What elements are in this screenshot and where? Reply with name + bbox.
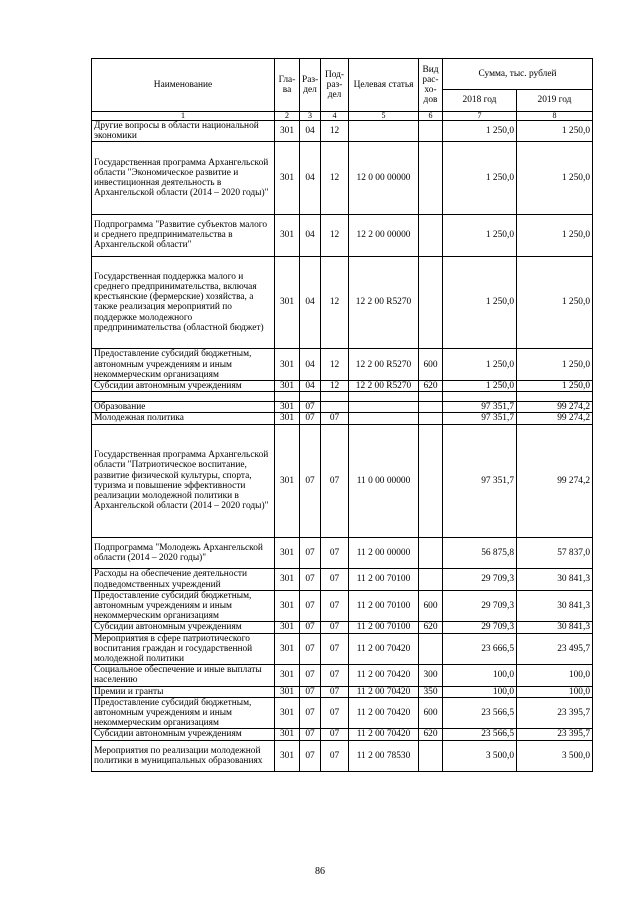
row-celevaya: 11 2 00 00000: [349, 537, 419, 569]
table-header: [92, 59, 593, 121]
page-number: 86: [315, 866, 325, 877]
row-vid: 350: [419, 686, 443, 697]
header-2019: 2019 год: [517, 90, 593, 112]
row-name: Государственная программа Архангельской области "Патриотическое воспитание, развитие физической культуры, спорта, туризма и повышение эффективности реализации молодежной политики в Архангельской области (2014 – 2020 годы)": [92, 424, 275, 537]
row-vid: 620: [419, 729, 443, 740]
row-razdel: 07: [300, 740, 321, 772]
row-name: Государственная программа Архангельской области "Экономическое развитие и инвестиционная деятельность в Архангельской области (2014 – 2020 годы)": [92, 142, 275, 214]
row-celevaya: 11 2 00 70100: [349, 590, 419, 622]
row-sum-2019: 1 250,0: [517, 142, 593, 214]
row-vid: [419, 569, 443, 590]
table-row: [92, 402, 593, 413]
row-razdel: 07: [300, 590, 321, 622]
row-sum-2019: 3 500,0: [517, 740, 593, 772]
row-name: Мероприятия в сфере патриотического воспитания граждан и государственной молодежной политики: [92, 633, 275, 665]
header-celevaya: Целевая статья: [349, 59, 419, 112]
row-razdel: 04: [300, 121, 321, 142]
row-name: Государственная поддержка малого и среднего предпринимательства, включая крестьянские (фермерские) хозяйства, а также реализация мероприятий по поддержке молодежного предпринимательства (областной бюджет): [92, 256, 275, 349]
row-podrazdel: 12: [321, 381, 349, 392]
row-vid: [419, 402, 443, 413]
row-name: Другие вопросы в области национальной экономики: [92, 121, 275, 142]
row-name: Субсидии автономным учреждениям: [92, 381, 275, 392]
row-glava: 301: [275, 256, 300, 349]
row-podrazdel: 07: [321, 729, 349, 740]
row-podrazdel: 12: [321, 142, 349, 214]
row-sum-2018: 1 250,0: [443, 256, 517, 349]
row-name: Субсидии автономным учреждениям: [92, 622, 275, 633]
row-sum-2018: 97 351,7: [443, 402, 517, 413]
header-glava: Гла-ва: [275, 59, 300, 112]
row-razdel: 04: [300, 214, 321, 256]
row-razdel: 04: [300, 142, 321, 214]
row-razdel: 04: [300, 349, 321, 381]
table-row: [92, 121, 593, 142]
row-sum-2019: 99 274,2: [517, 424, 593, 537]
row-vid: [419, 256, 443, 349]
row-sum-2019: 1 250,0: [517, 256, 593, 349]
row-razdel: 07: [300, 537, 321, 569]
row-sum-2019: 23 395,7: [517, 697, 593, 729]
table-row: [92, 729, 593, 740]
row-podrazdel: 07: [321, 569, 349, 590]
spacer-cell: [443, 392, 517, 402]
row-razdel: 07: [300, 402, 321, 413]
row-glava: 301: [275, 729, 300, 740]
col-number: 4: [321, 112, 349, 121]
header-name: Наименование: [92, 59, 275, 112]
row-sum-2019: 99 274,2: [517, 413, 593, 424]
row-name: Расходы на обеспечение деятельности подведомственных учреждений: [92, 569, 275, 590]
row-razdel: 07: [300, 622, 321, 633]
row-glava: 301: [275, 686, 300, 697]
row-glava: 301: [275, 569, 300, 590]
row-celevaya: 11 2 00 70100: [349, 569, 419, 590]
row-glava: 301: [275, 424, 300, 537]
row-sum-2018: 29 709,3: [443, 590, 517, 622]
spacer-cell: [321, 392, 349, 402]
header-2018: 2018 год: [443, 90, 517, 112]
row-celevaya: 11 2 00 70420: [349, 686, 419, 697]
row-glava: 301: [275, 413, 300, 424]
spacer-cell: [349, 392, 419, 402]
row-glava: 301: [275, 142, 300, 214]
row-vid: 620: [419, 381, 443, 392]
row-sum-2018: 29 709,3: [443, 622, 517, 633]
spacer-cell: [92, 392, 275, 402]
row-glava: 301: [275, 633, 300, 665]
row-sum-2019: 30 841,3: [517, 622, 593, 633]
row-name: Молодежная политика: [92, 413, 275, 424]
spacer-cell: [275, 392, 300, 402]
row-name: Предоставление субсидий бюджетным, автономным учреждениям и иным некоммерческим организациям: [92, 590, 275, 622]
header-vid: Вид рас-хо-дов: [419, 59, 443, 112]
col-number: 7: [443, 112, 517, 121]
col-number: 1: [92, 112, 275, 121]
row-celevaya: 11 2 00 70420: [349, 729, 419, 740]
table-row: [92, 424, 593, 537]
table-row: [92, 686, 593, 697]
row-glava: 301: [275, 402, 300, 413]
row-vid: [419, 633, 443, 665]
row-sum-2018: 1 250,0: [443, 142, 517, 214]
row-razdel: 07: [300, 729, 321, 740]
row-name: Субсидии автономным учреждениям: [92, 729, 275, 740]
row-celevaya: 12 2 00 00000: [349, 214, 419, 256]
row-sum-2019: 57 837,0: [517, 537, 593, 569]
row-podrazdel: 12: [321, 349, 349, 381]
row-podrazdel: 07: [321, 622, 349, 633]
row-glava: 301: [275, 537, 300, 569]
row-glava: 301: [275, 121, 300, 142]
row-celevaya: [349, 402, 419, 413]
row-sum-2019: 100,0: [517, 686, 593, 697]
row-podrazdel: [321, 402, 349, 413]
row-celevaya: 12 0 00 00000: [349, 142, 419, 214]
spacer-cell: [517, 392, 593, 402]
row-glava: 301: [275, 381, 300, 392]
row-razdel: 07: [300, 665, 321, 686]
col-number: 3: [300, 112, 321, 121]
table-row: [92, 633, 593, 665]
spacer-cell: [300, 392, 321, 402]
row-name: Образование: [92, 402, 275, 413]
row-name: Предоставление субсидий бюджетным, автономным учреждениям и иным некоммерческим организациям: [92, 697, 275, 729]
row-glava: 301: [275, 665, 300, 686]
row-sum-2018: 3 500,0: [443, 740, 517, 772]
row-vid: [419, 121, 443, 142]
row-glava: 301: [275, 740, 300, 772]
row-vid: 600: [419, 349, 443, 381]
row-vid: 620: [419, 622, 443, 633]
row-podrazdel: 12: [321, 256, 349, 349]
row-razdel: 07: [300, 686, 321, 697]
row-celevaya: 11 2 00 78530: [349, 740, 419, 772]
row-razdel: 07: [300, 413, 321, 424]
row-celevaya: 11 2 00 70420: [349, 697, 419, 729]
table-row: [92, 381, 593, 392]
row-sum-2018: 1 250,0: [443, 121, 517, 142]
row-razdel: 07: [300, 697, 321, 729]
column-numbers-row: [92, 112, 593, 121]
row-glava: 301: [275, 697, 300, 729]
table-row: [92, 214, 593, 256]
row-vid: [419, 424, 443, 537]
row-sum-2019: 99 274,2: [517, 402, 593, 413]
header-razdel: Раз-дел: [300, 59, 321, 112]
row-name: Социальное обеспечение и иные выплаты населению: [92, 665, 275, 686]
row-podrazdel: 07: [321, 424, 349, 537]
table-row: [92, 740, 593, 772]
table-row: [92, 569, 593, 590]
row-podrazdel: 12: [321, 214, 349, 256]
row-sum-2019: 30 841,3: [517, 590, 593, 622]
row-sum-2019: 100,0: [517, 665, 593, 686]
row-vid: 300: [419, 665, 443, 686]
table-row: [92, 665, 593, 686]
row-podrazdel: 12: [321, 121, 349, 142]
budget-table: [91, 58, 593, 772]
row-sum-2018: 97 351,7: [443, 424, 517, 537]
row-vid: 600: [419, 697, 443, 729]
row-vid: [419, 413, 443, 424]
row-sum-2018: 1 250,0: [443, 381, 517, 392]
table-row: [92, 590, 593, 622]
row-podrazdel: 07: [321, 697, 349, 729]
table-row: [92, 537, 593, 569]
row-vid: [419, 740, 443, 772]
table-row: [92, 413, 593, 424]
table-body: [92, 121, 593, 772]
spacer-cell: [419, 392, 443, 402]
row-sum-2019: 23 395,7: [517, 729, 593, 740]
row-podrazdel: 07: [321, 665, 349, 686]
row-razdel: 04: [300, 381, 321, 392]
row-name: Подпрограмма "Развитие субъектов малого и среднего предпринимательства в Архангельской области": [92, 214, 275, 256]
row-celevaya: [349, 413, 419, 424]
row-glava: 301: [275, 349, 300, 381]
row-glava: 301: [275, 214, 300, 256]
table-row: [92, 697, 593, 729]
row-sum-2018: 56 875,8: [443, 537, 517, 569]
table-row: [92, 622, 593, 633]
row-sum-2018: 1 250,0: [443, 214, 517, 256]
row-razdel: 07: [300, 569, 321, 590]
row-sum-2018: 23 566,5: [443, 697, 517, 729]
row-glava: 301: [275, 622, 300, 633]
row-podrazdel: 07: [321, 590, 349, 622]
col-number: 2: [275, 112, 300, 121]
row-celevaya: 11 2 00 70420: [349, 633, 419, 665]
row-celevaya: 11 2 00 70100: [349, 622, 419, 633]
row-razdel: 04: [300, 256, 321, 349]
col-number: 8: [517, 112, 593, 121]
spacer-row: [92, 392, 593, 402]
row-vid: [419, 537, 443, 569]
row-razdel: 07: [300, 633, 321, 665]
row-sum-2019: 23 495,7: [517, 633, 593, 665]
row-sum-2018: 23 566,5: [443, 729, 517, 740]
row-sum-2018: 100,0: [443, 665, 517, 686]
row-sum-2019: 1 250,0: [517, 349, 593, 381]
row-sum-2018: 97 351,7: [443, 413, 517, 424]
col-number: 5: [349, 112, 419, 121]
row-name: Мероприятия по реализации молодежной политики в муниципальных образованиях: [92, 740, 275, 772]
row-celevaya: [349, 121, 419, 142]
row-celevaya: 12 2 00 R5270: [349, 256, 419, 349]
row-sum-2019: 1 250,0: [517, 214, 593, 256]
row-podrazdel: 07: [321, 633, 349, 665]
table-row: [92, 349, 593, 381]
row-podrazdel: 07: [321, 686, 349, 697]
row-celevaya: 12 2 00 R5270: [349, 381, 419, 392]
row-name: Премии и гранты: [92, 686, 275, 697]
row-name: Подпрограмма "Молодежь Архангельской области (2014 – 2020 годы)": [92, 537, 275, 569]
row-sum-2019: 30 841,3: [517, 569, 593, 590]
row-podrazdel: 07: [321, 740, 349, 772]
row-name: Предоставление субсидий бюджетным, автономным учреждениям и иным некоммерческим организациям: [92, 349, 275, 381]
row-sum-2019: 1 250,0: [517, 121, 593, 142]
header-summa: Сумма, тыс. рублей: [443, 59, 593, 90]
row-sum-2018: 1 250,0: [443, 349, 517, 381]
col-number: 6: [419, 112, 443, 121]
row-celevaya: 11 2 00 70420: [349, 665, 419, 686]
row-glava: 301: [275, 590, 300, 622]
row-vid: [419, 142, 443, 214]
header-podrazdel: Под-раз-дел: [321, 59, 349, 112]
row-sum-2019: 1 250,0: [517, 381, 593, 392]
table-row: [92, 142, 593, 214]
row-celevaya: 11 0 00 00000: [349, 424, 419, 537]
row-sum-2018: 29 709,3: [443, 569, 517, 590]
row-razdel: 07: [300, 424, 321, 537]
table-row: [92, 256, 593, 349]
row-sum-2018: 23 666,5: [443, 633, 517, 665]
row-podrazdel: 07: [321, 413, 349, 424]
row-sum-2018: 100,0: [443, 686, 517, 697]
row-vid: [419, 214, 443, 256]
row-celevaya: 12 2 00 R5270: [349, 349, 419, 381]
row-vid: 600: [419, 590, 443, 622]
row-podrazdel: 07: [321, 537, 349, 569]
